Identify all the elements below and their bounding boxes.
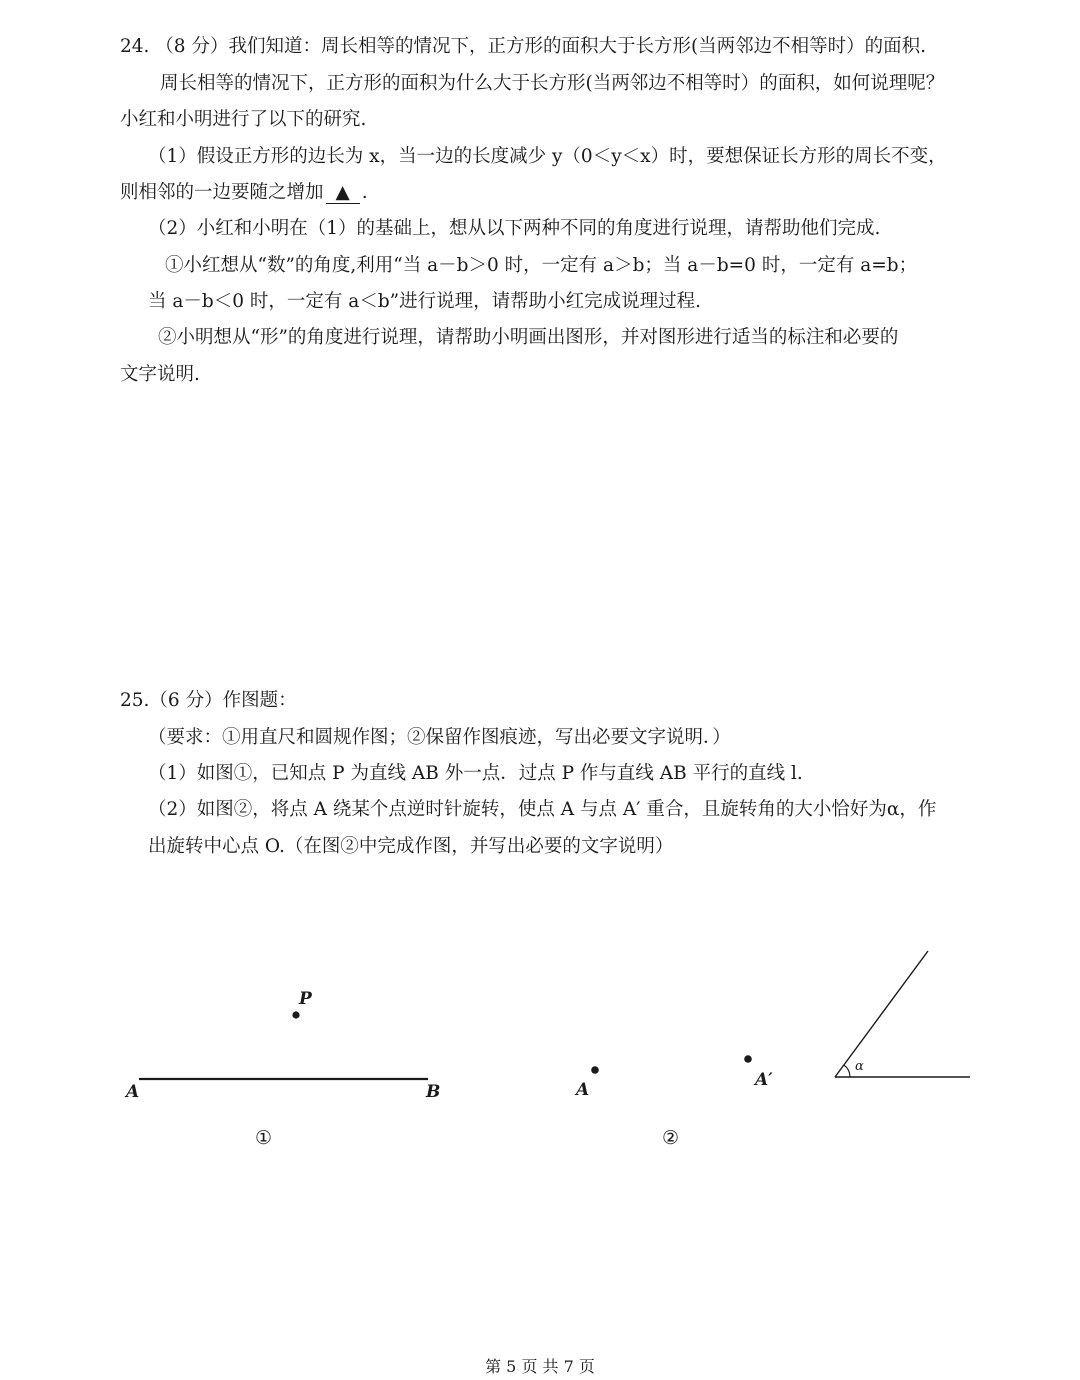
label-a2: A [576, 1080, 590, 1100]
q24-line-1: 24. （8 分）我们知道：周长相等的情况下，正方形的面积大于长方形(当两邻边不相等时）的面积. [120, 36, 927, 57]
q25-line-5: 出旋转中心点 O.（在图②中完成作图，并写出必要的文字说明） [148, 836, 674, 857]
q24-line-2: 周长相等的情况下，正方形的面积为什么大于长方形(当两邻边不相等时）的面积，如何说理呢？ [160, 73, 945, 94]
page-footer: 第 5 页 共 7 页 [485, 1357, 595, 1376]
point-a [591, 1066, 599, 1074]
figure-1-caption: ① [255, 1127, 273, 1149]
figure-2-caption: ② [662, 1127, 680, 1149]
q25-line-1: 25.（6 分）作图题： [120, 690, 297, 711]
q25-line-2: （要求：①用直尺和圆规作图；②保留作图痕迹，写出必要文字说明．） [148, 727, 731, 748]
q24-line-5-suffix: . [361, 182, 368, 203]
angle-slant-ray [835, 951, 928, 1077]
label-alpha: α [855, 1059, 864, 1074]
q24-line-3: 小红和小明进行了以下的研究. [120, 109, 367, 130]
label-p: P [299, 989, 312, 1009]
figure-2 [574, 951, 970, 1149]
point-a-prime [744, 1055, 752, 1063]
q25-line-4: （2）如图②，将点 A 绕某个点逆时针旋转，使点 A 与点 A′ 重合，且旋转角的大小恰好为α，作 [148, 799, 937, 820]
label-a: A [126, 1082, 140, 1102]
q24-line-10: 文字说明. [120, 364, 200, 385]
label-b: B [426, 1082, 441, 1102]
label-a-prime: A′ [755, 1070, 773, 1090]
q24-line-7: ①小红想从“数”的角度,利用“当 a－b＞0 时，一定有 a＞b；当 a－b=0 时，一定有 a=b； [165, 255, 918, 276]
q24-line-4: （1）假设正方形的边长为 x，当一边的长度减少 y（0＜y＜x）时，要想保证长方形的周长不变， [148, 146, 947, 167]
angle-arc [844, 1065, 850, 1077]
answer-blank: ▲ [326, 183, 360, 204]
q24-line-6: （2）小红和小明在（1）的基础上，想从以下两种不同的角度进行说理，请帮助他们完成. [148, 218, 881, 239]
q24-line-8: 当 a－b＜0 时，一定有 a＜b”进行说理，请帮助小红完成说理过程. [148, 291, 701, 312]
q25-line-3: （1）如图①，已知点 P 为直线 AB 外一点．过点 P 作与直线 AB 平行的直线 l. [148, 763, 803, 784]
q24-line-5-prefix: 则相邻的一边要随之增加 [120, 182, 324, 203]
q24-line-9: ②小明想从“形”的角度进行说理，请帮助小明画出图形，并对图形进行适当的标注和必要的 [158, 327, 899, 348]
point-p [292, 1011, 299, 1018]
figure-1 [124, 989, 440, 1149]
